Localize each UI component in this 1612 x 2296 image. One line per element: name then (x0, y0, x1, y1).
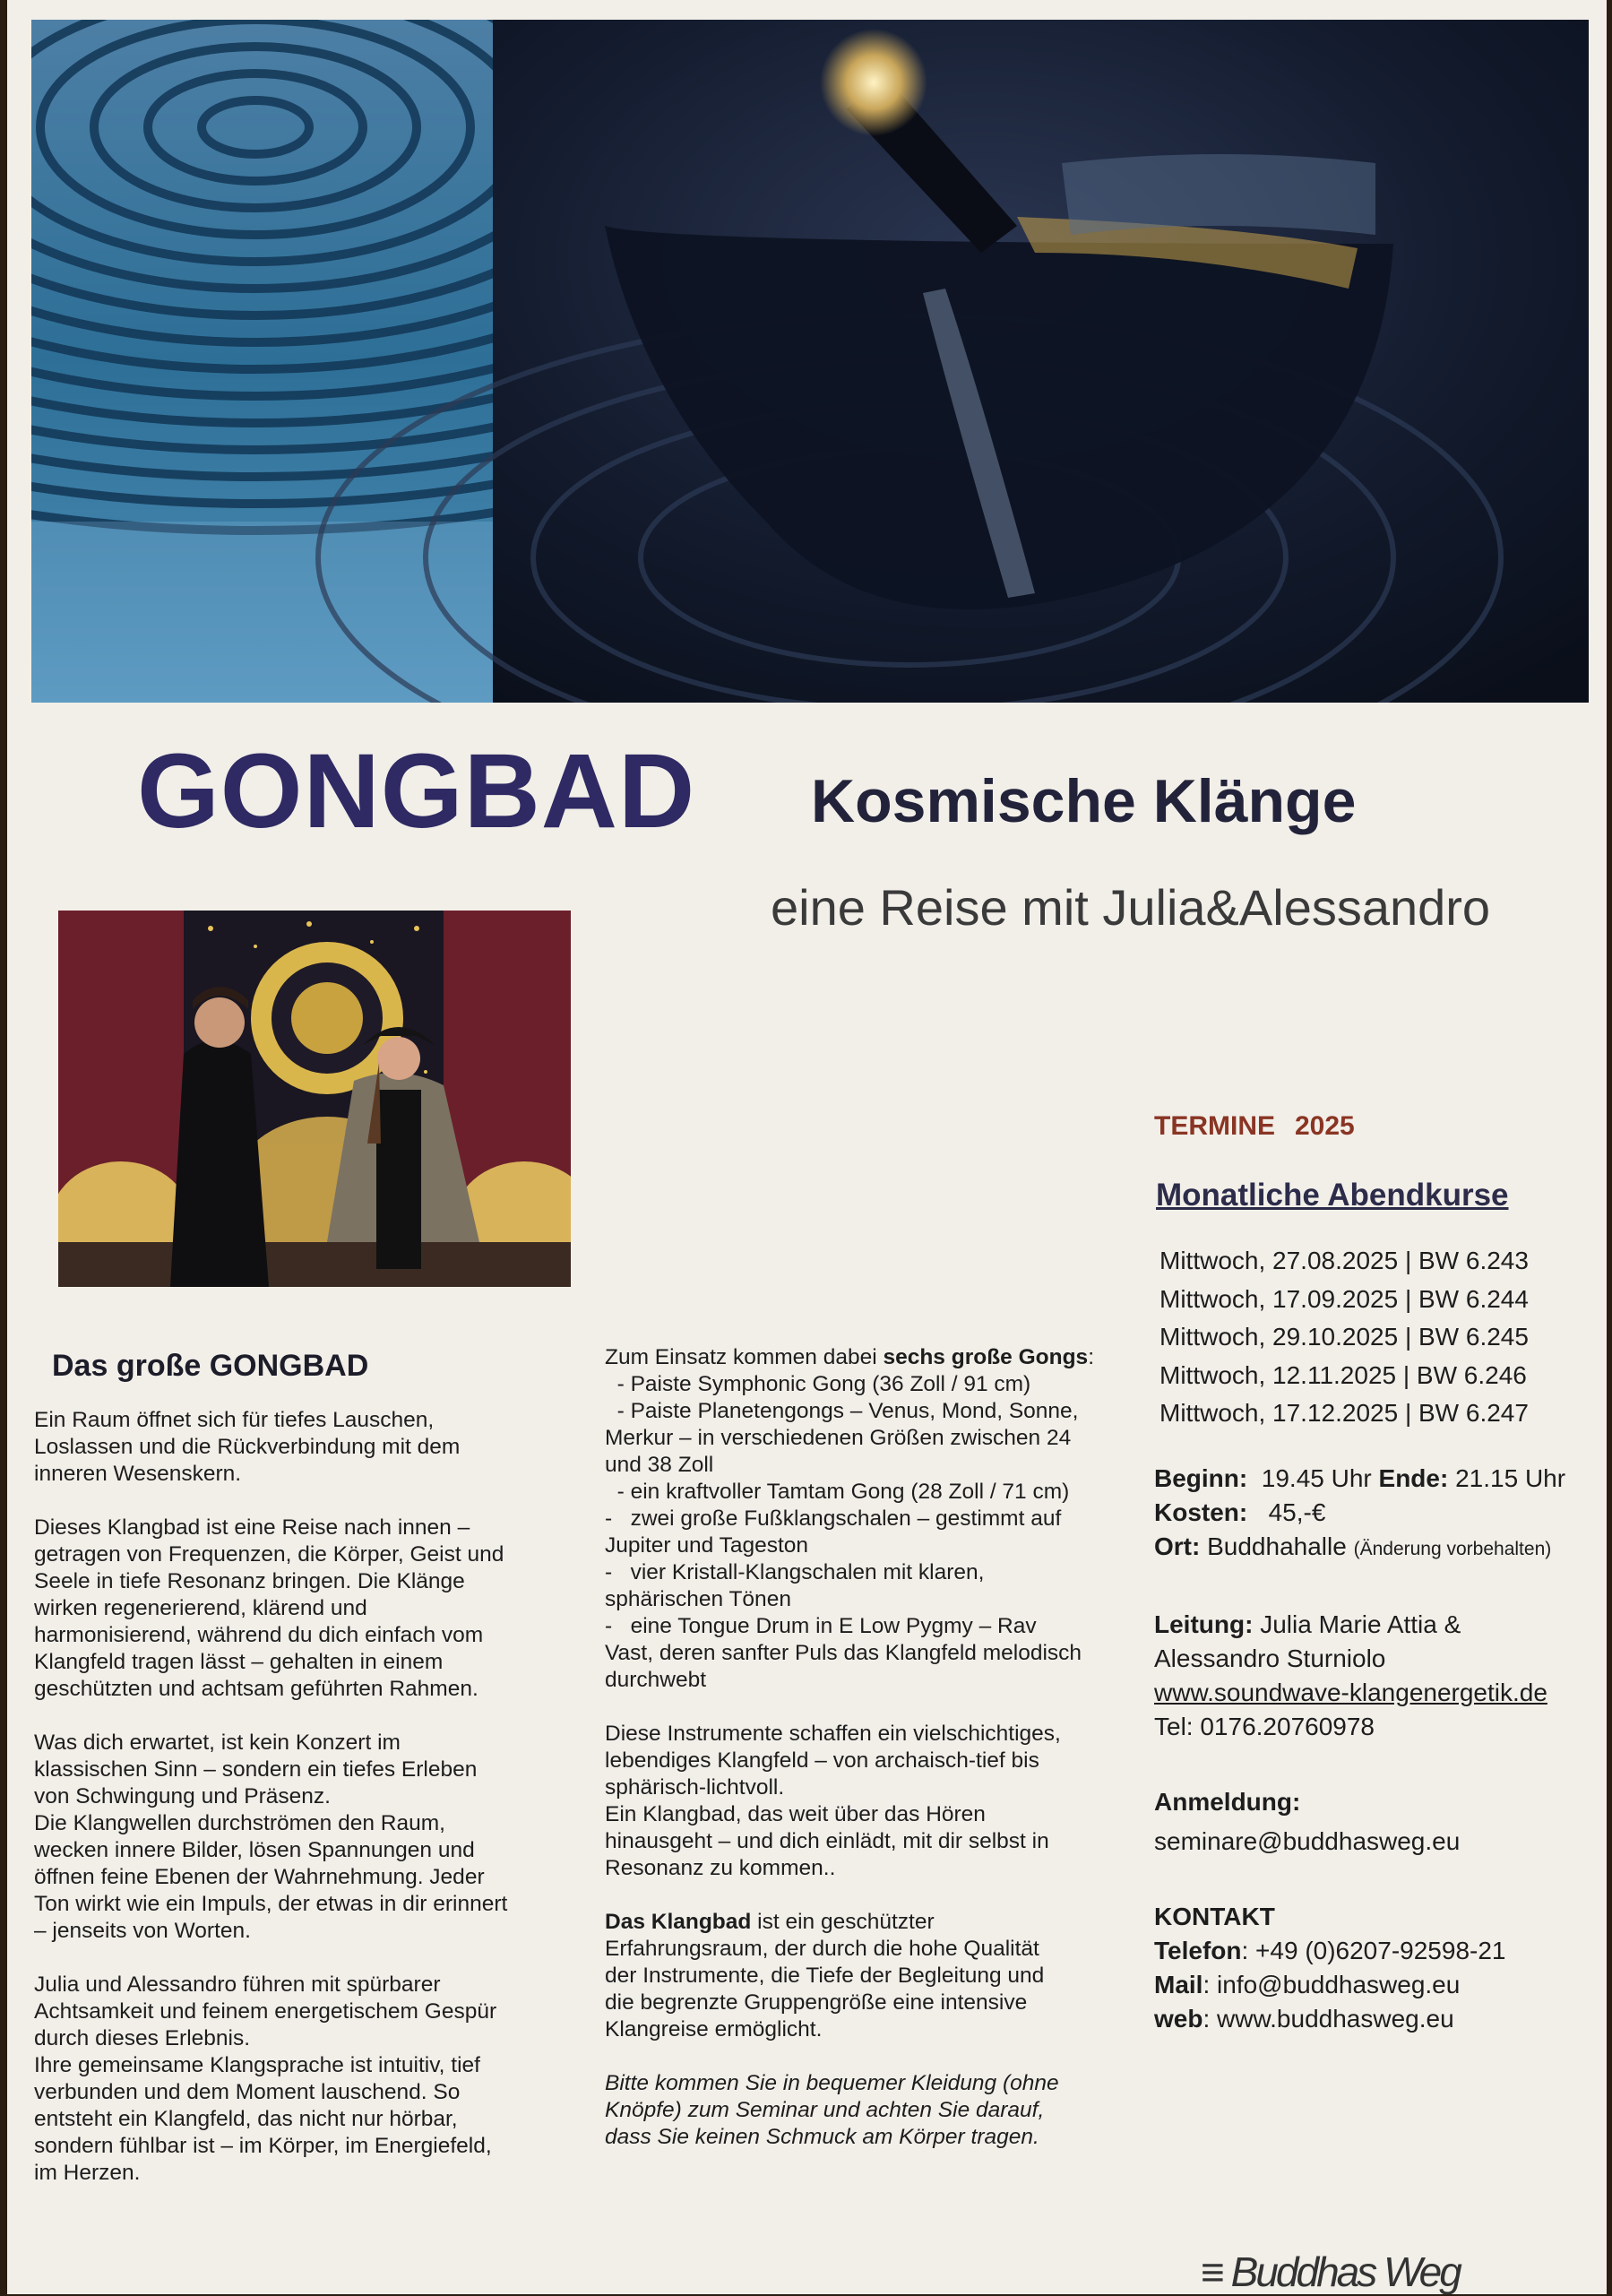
text-line: von Schwingung und Präsenz. (34, 1784, 331, 1808)
text-line: geschützten und achtsam geführten Rahmen. (34, 1677, 478, 1701)
text-line: dass Sie keinen Schmuck am Körper tragen. (605, 2125, 1039, 2149)
monthly-courses-heading: Monatliche Abendkurse (1156, 1178, 1509, 1213)
intro-text: Zum Einsatz kommen dabei (605, 1345, 884, 1369)
date-item: Mittwoch, 29.10.2025 | BW 6.245 (1159, 1323, 1529, 1351)
leitung-label: Leitung: (1154, 1610, 1254, 1638)
text-line: Ton wirkt wie ein Impuls, der etwas in dir erinnert (34, 1892, 508, 1916)
paragraph (605, 1909, 1142, 2043)
text-line: wirken regenerierend, klärend und (34, 1596, 367, 1620)
paragraph (34, 1515, 563, 1703)
leitung-value-2: Alessandro Sturniolo (1154, 1644, 1386, 1672)
text-line: durch dieses Erlebnis. (34, 2026, 251, 2050)
date-item: Mittwoch, 17.09.2025 | BW 6.244 (1159, 1284, 1529, 1313)
text-line: Achtsamkeit und feinem energetischem Gespür (34, 1999, 497, 2024)
text-line: sphärisch-lichtvoll. (605, 1775, 785, 1800)
text-line: Die Klangwellen durchströmen den Raum, (34, 1811, 445, 1835)
paragraph (34, 1730, 563, 1945)
list-item: sphärischen Tönen (605, 1587, 791, 1611)
text-line: klassischen Sinn – sondern ein tiefes Erleben (34, 1757, 478, 1782)
text-line: Ein Klangbad, das weit über das Hören (605, 1802, 986, 1826)
termine-heading (1154, 1111, 1602, 1142)
list-item: - ein kraftvoller Tamtam Gong (28 Zoll / 71 cm) (605, 1480, 1070, 1504)
anmeldung-block (1154, 1785, 1602, 1859)
list-item: - zwei große Fußklangschalen – gestimmt auf (605, 1506, 1062, 1531)
text-line: Dieses Klangbad ist eine Reise nach innen – (34, 1515, 470, 1540)
text-line: Seele in tiefe Resonanz bringen. Die Klänge (34, 1569, 465, 1593)
leitung-phone: Tel: 0176.20760978 (1154, 1712, 1375, 1740)
telefon-label: Telefon (1154, 1936, 1242, 1964)
dates-list (1154, 1242, 1602, 1433)
time-row (1154, 1462, 1602, 1496)
telefon-value: : +49 (0)6207-92598-21 (1241, 1936, 1506, 1964)
para3-first: ist ein geschützter (751, 1910, 935, 1934)
event-details (1154, 1462, 1602, 1567)
kosten-value: 45,-€ (1268, 1498, 1326, 1526)
leitung-block (1154, 1608, 1602, 1744)
text-line: Knöpfe) zum Seminar und achten Sie darauf, (605, 2098, 1045, 2122)
ende-label: Ende: (1378, 1463, 1449, 1492)
beginn-label: Beginn: (1154, 1463, 1248, 1492)
text-line: hinausgeht – und dich einlädt, mit dir selbst in (605, 1829, 1049, 1853)
leitung-value: Julia Marie Attia & (1260, 1610, 1461, 1638)
kontakt-block (1154, 1900, 1602, 2036)
text-line: Diese Instrumente schaffen ein vielschichtiges, (605, 1722, 1061, 1746)
text-line: Was dich erwartet, ist kein Konzert im (34, 1731, 401, 1755)
list-item: - vier Kristall-Klangschalen mit klaren, (605, 1560, 985, 1584)
page-subtitle: Kosmische Klänge (811, 767, 1357, 835)
text-line: Ein Raum öffnet sich für tiefes Lauschen, (34, 1408, 435, 1432)
date-item: Mittwoch, 17.12.2025 | BW 6.247 (1159, 1399, 1529, 1427)
paragraph (34, 1972, 563, 2187)
text-line: im Herzen. (34, 2161, 141, 2185)
soundwave-website-link[interactable]: www.soundwave-klangenergetik.de (1154, 1678, 1547, 1706)
text-line: Ihre gemeinsame Klangsprache ist intuitiv, tief (34, 2053, 480, 2077)
kontakt-phone-row (1154, 1934, 1602, 1968)
list-item: und 38 Zoll (605, 1453, 714, 1477)
page-tagline: eine Reise mit Julia&Alessandro (771, 879, 1491, 936)
intro-bold: sechs große Gongs (883, 1345, 1089, 1369)
page-title: GONGBAD (137, 732, 696, 850)
paragraph (605, 1721, 1142, 1882)
instruments-intro (605, 1344, 1142, 1371)
beginn-value: 19.45 Uhr (1261, 1463, 1372, 1492)
text-line: der Instrumente, die Tiefe der Begleitung und (605, 1964, 1045, 1988)
hero-image-singing-bowl (31, 20, 1589, 703)
list-item: durchwebt (605, 1668, 707, 1692)
text-line: entsteht ein Klangfeld, das nicht nur hörbar, (34, 2107, 458, 2131)
cost-row (1154, 1496, 1602, 1530)
schedule-column (1154, 1111, 1602, 2036)
text-line (605, 1909, 1142, 1936)
text-line: harmonisierend, während du dich einfach vom (34, 1623, 484, 1647)
date-item: Mittwoch, 12.11.2025 | BW 6.246 (1159, 1360, 1527, 1389)
buddhas-weg-logo: ≡ Buddhas Weg (1201, 2249, 1460, 2295)
mail-value[interactable]: : info@buddhasweg.eu (1203, 1970, 1461, 1998)
text-line: Klangfeld tragen lässt – gehalten in einem (34, 1650, 444, 1674)
list-item: - Paiste Symphonic Gong (36 Zoll / 91 cm) (605, 1372, 1031, 1396)
date-item: Mittwoch, 27.08.2025 | BW 6.243 (1159, 1247, 1529, 1274)
instruments-list (605, 1344, 1142, 1694)
location-row (1154, 1530, 1602, 1567)
termine-year: 2025 (1295, 1111, 1355, 1141)
ort-label: Ort: (1154, 1532, 1201, 1560)
leitung-row (1154, 1608, 1602, 1642)
text-line: Julia und Alessandro führen mit spürbarer (34, 1972, 441, 1997)
anmeldung-label: Anmeldung: (1154, 1787, 1301, 1816)
web-label: web (1154, 2004, 1203, 2033)
list-item: Vast, deren sanfter Puls das Klangfeld melodisch (605, 1641, 1082, 1665)
section-heading: Das große GONGBAD (52, 1349, 369, 1383)
text-line: sondern fühlbar ist – im Körper, im Energiefeld, (34, 2134, 492, 2158)
text-line: Bitte kommen Sie in bequemer Kleidung (ohne (605, 2071, 1059, 2095)
paragraph (34, 1407, 563, 1488)
kosten-label: Kosten: (1154, 1498, 1248, 1526)
text-line: öffnen feine Ebenen der Wahrnehmung. Jeder (34, 1865, 485, 1889)
text-line: wecken innere Bilder, lösen Spannungen und (34, 1838, 475, 1862)
ende-value: 21.15 Uhr (1455, 1463, 1566, 1492)
text-line: inneren Wesenskern. (34, 1462, 242, 1486)
text-line: – jenseits von Worten. (34, 1919, 251, 1943)
photo-julia-alessandro (58, 911, 571, 1287)
instruments-column (605, 1344, 1142, 2178)
text-line: Erfahrungsraum, der durch die hohe Qualität (605, 1937, 1039, 1961)
list-item: - eine Tongue Drum in E Low Pygmy – Rav (605, 1614, 1037, 1638)
text-line: Resonanz zu kommen.. (605, 1856, 836, 1880)
intro-colon: : (1088, 1345, 1094, 1369)
anmeldung-email-link[interactable]: seminare@buddhasweg.eu (1154, 1826, 1461, 1855)
list-item: Jupiter und Tageston (605, 1533, 809, 1558)
kontakt-web-row (1154, 2002, 1602, 2036)
ort-value: Buddhahalle (1207, 1532, 1347, 1560)
list-item: - Paiste Planetengongs – Venus, Mond, Sonne, (605, 1399, 1079, 1423)
clothing-note (605, 2070, 1142, 2151)
ort-note: (Änderung vorbehalten) (1353, 1538, 1552, 1559)
kontakt-mail-row (1154, 1968, 1602, 2002)
mail-label: Mail (1154, 1970, 1203, 1998)
text-line: lebendiges Klangfeld – von archaisch-tief bis (605, 1748, 1039, 1773)
text-line: die begrenzte Gruppengröße eine intensive (605, 1990, 1028, 2015)
text-line: Loslassen und die Rückverbindung mit dem (34, 1435, 461, 1459)
text-line: getragen von Frequenzen, die Körper, Geist und (34, 1542, 504, 1567)
kontakt-heading: KONTAKT (1154, 1902, 1275, 1930)
description-column (34, 1349, 563, 2214)
web-value[interactable]: : www.buddhasweg.eu (1203, 2004, 1454, 2033)
text-line: verbunden und dem Moment lauschend. So (34, 2080, 461, 2104)
termine-label: TERMINE (1154, 1111, 1275, 1141)
text-line: Klangreise ermöglicht. (605, 2017, 823, 2041)
para3-bold: Das Klangbad (605, 1910, 752, 1934)
list-item: Merkur – in verschiedenen Größen zwischen 24 (605, 1426, 1072, 1450)
